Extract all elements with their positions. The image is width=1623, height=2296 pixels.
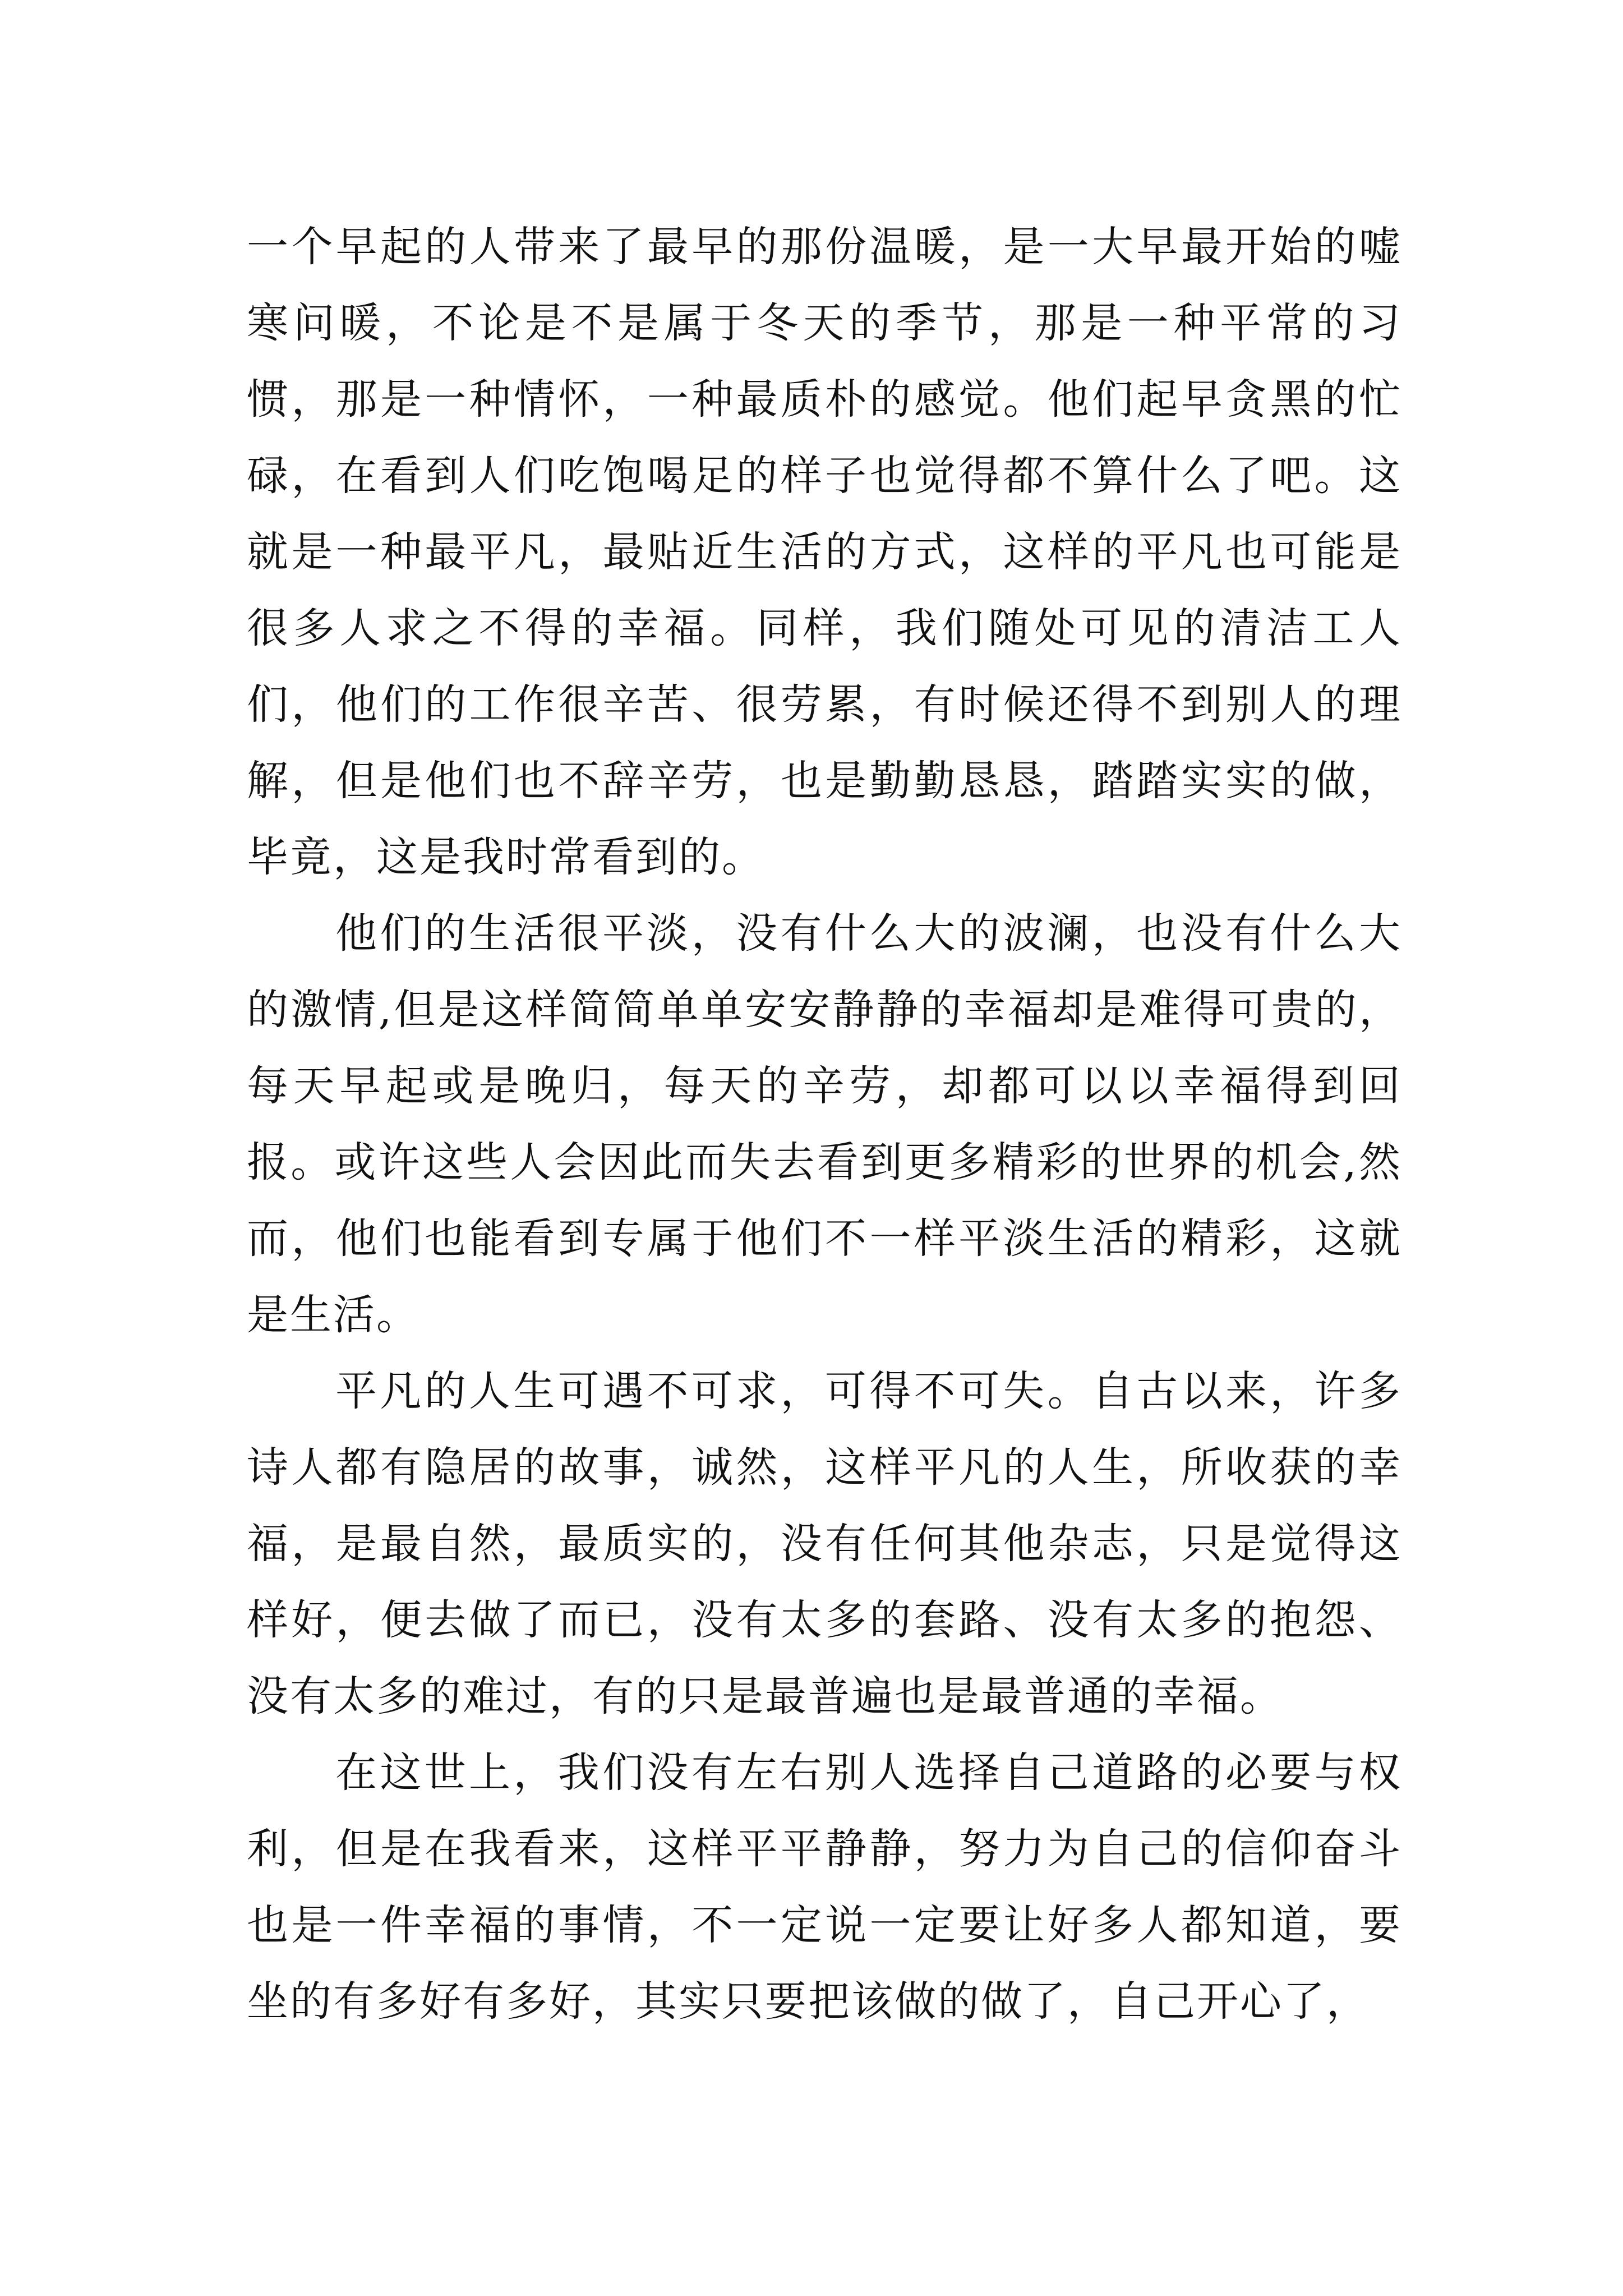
paragraph-3: 平凡的人生可遇不可求，可得不可失。自古以来，许多诗人都有隐居的故事，诚然，这样平凡的人生，所收获的幸福，是最自然，最质实的，没有任何其他杂志，只是觉得这样好，便去做了而已，没有太多的套路、没有太多的抱怨、没有太多的难过，有的只是最普遍也是最普通的幸福。 (247, 1367, 1402, 1720)
body-text (247, 209, 1402, 2040)
paragraph-2: 他们的生活很平淡，没有什么大的波澜，也没有什么大的激情,但是这样简简单单安安静静的幸福却是难得可贵的，每天早起或是晚归，每天的辛劳，却都可以以幸福得到回报。或许这些人会因此而失去看到更多精彩的世界的机会,然而，他们也能看到专属于他们不一样平淡生活的精彩，这就是生活。 (247, 909, 1402, 1339)
paragraph-1: 一个早起的人带来了最早的那份温暖，是一大早最开始的嘘寒问暖，不论是不是属于冬天的季节，那是一种平常的习惯，那是一种情怀，一种最质朴的感觉。他们起早贪黑的忙碌，在看到人们吃饱喝足的样子也觉得都不算什么了吧。这就是一种最平凡，最贴近生活的方式，这样的平凡也可能是很多人求之不得的幸福。同样，我们随处可见的清洁工人们，他们的工作很辛苦、很劳累，有时候还得不到别人的理解，但是他们也不辞辛劳，也是勤勤恳恳，踏踏实实的做，毕竟，这是我时常看到的。 (247, 223, 1402, 881)
paragraph-4: 在这世上，我们没有左右别人选择自己道路的必要与权利，但是在我看来，这样平平静静，努力为自己的信仰奋斗也是一件幸福的事情，不一定说一定要让好多人都知道，要坐的有多好有多好，其实只要把该做的做了，自己开心了， (247, 1749, 1402, 2026)
